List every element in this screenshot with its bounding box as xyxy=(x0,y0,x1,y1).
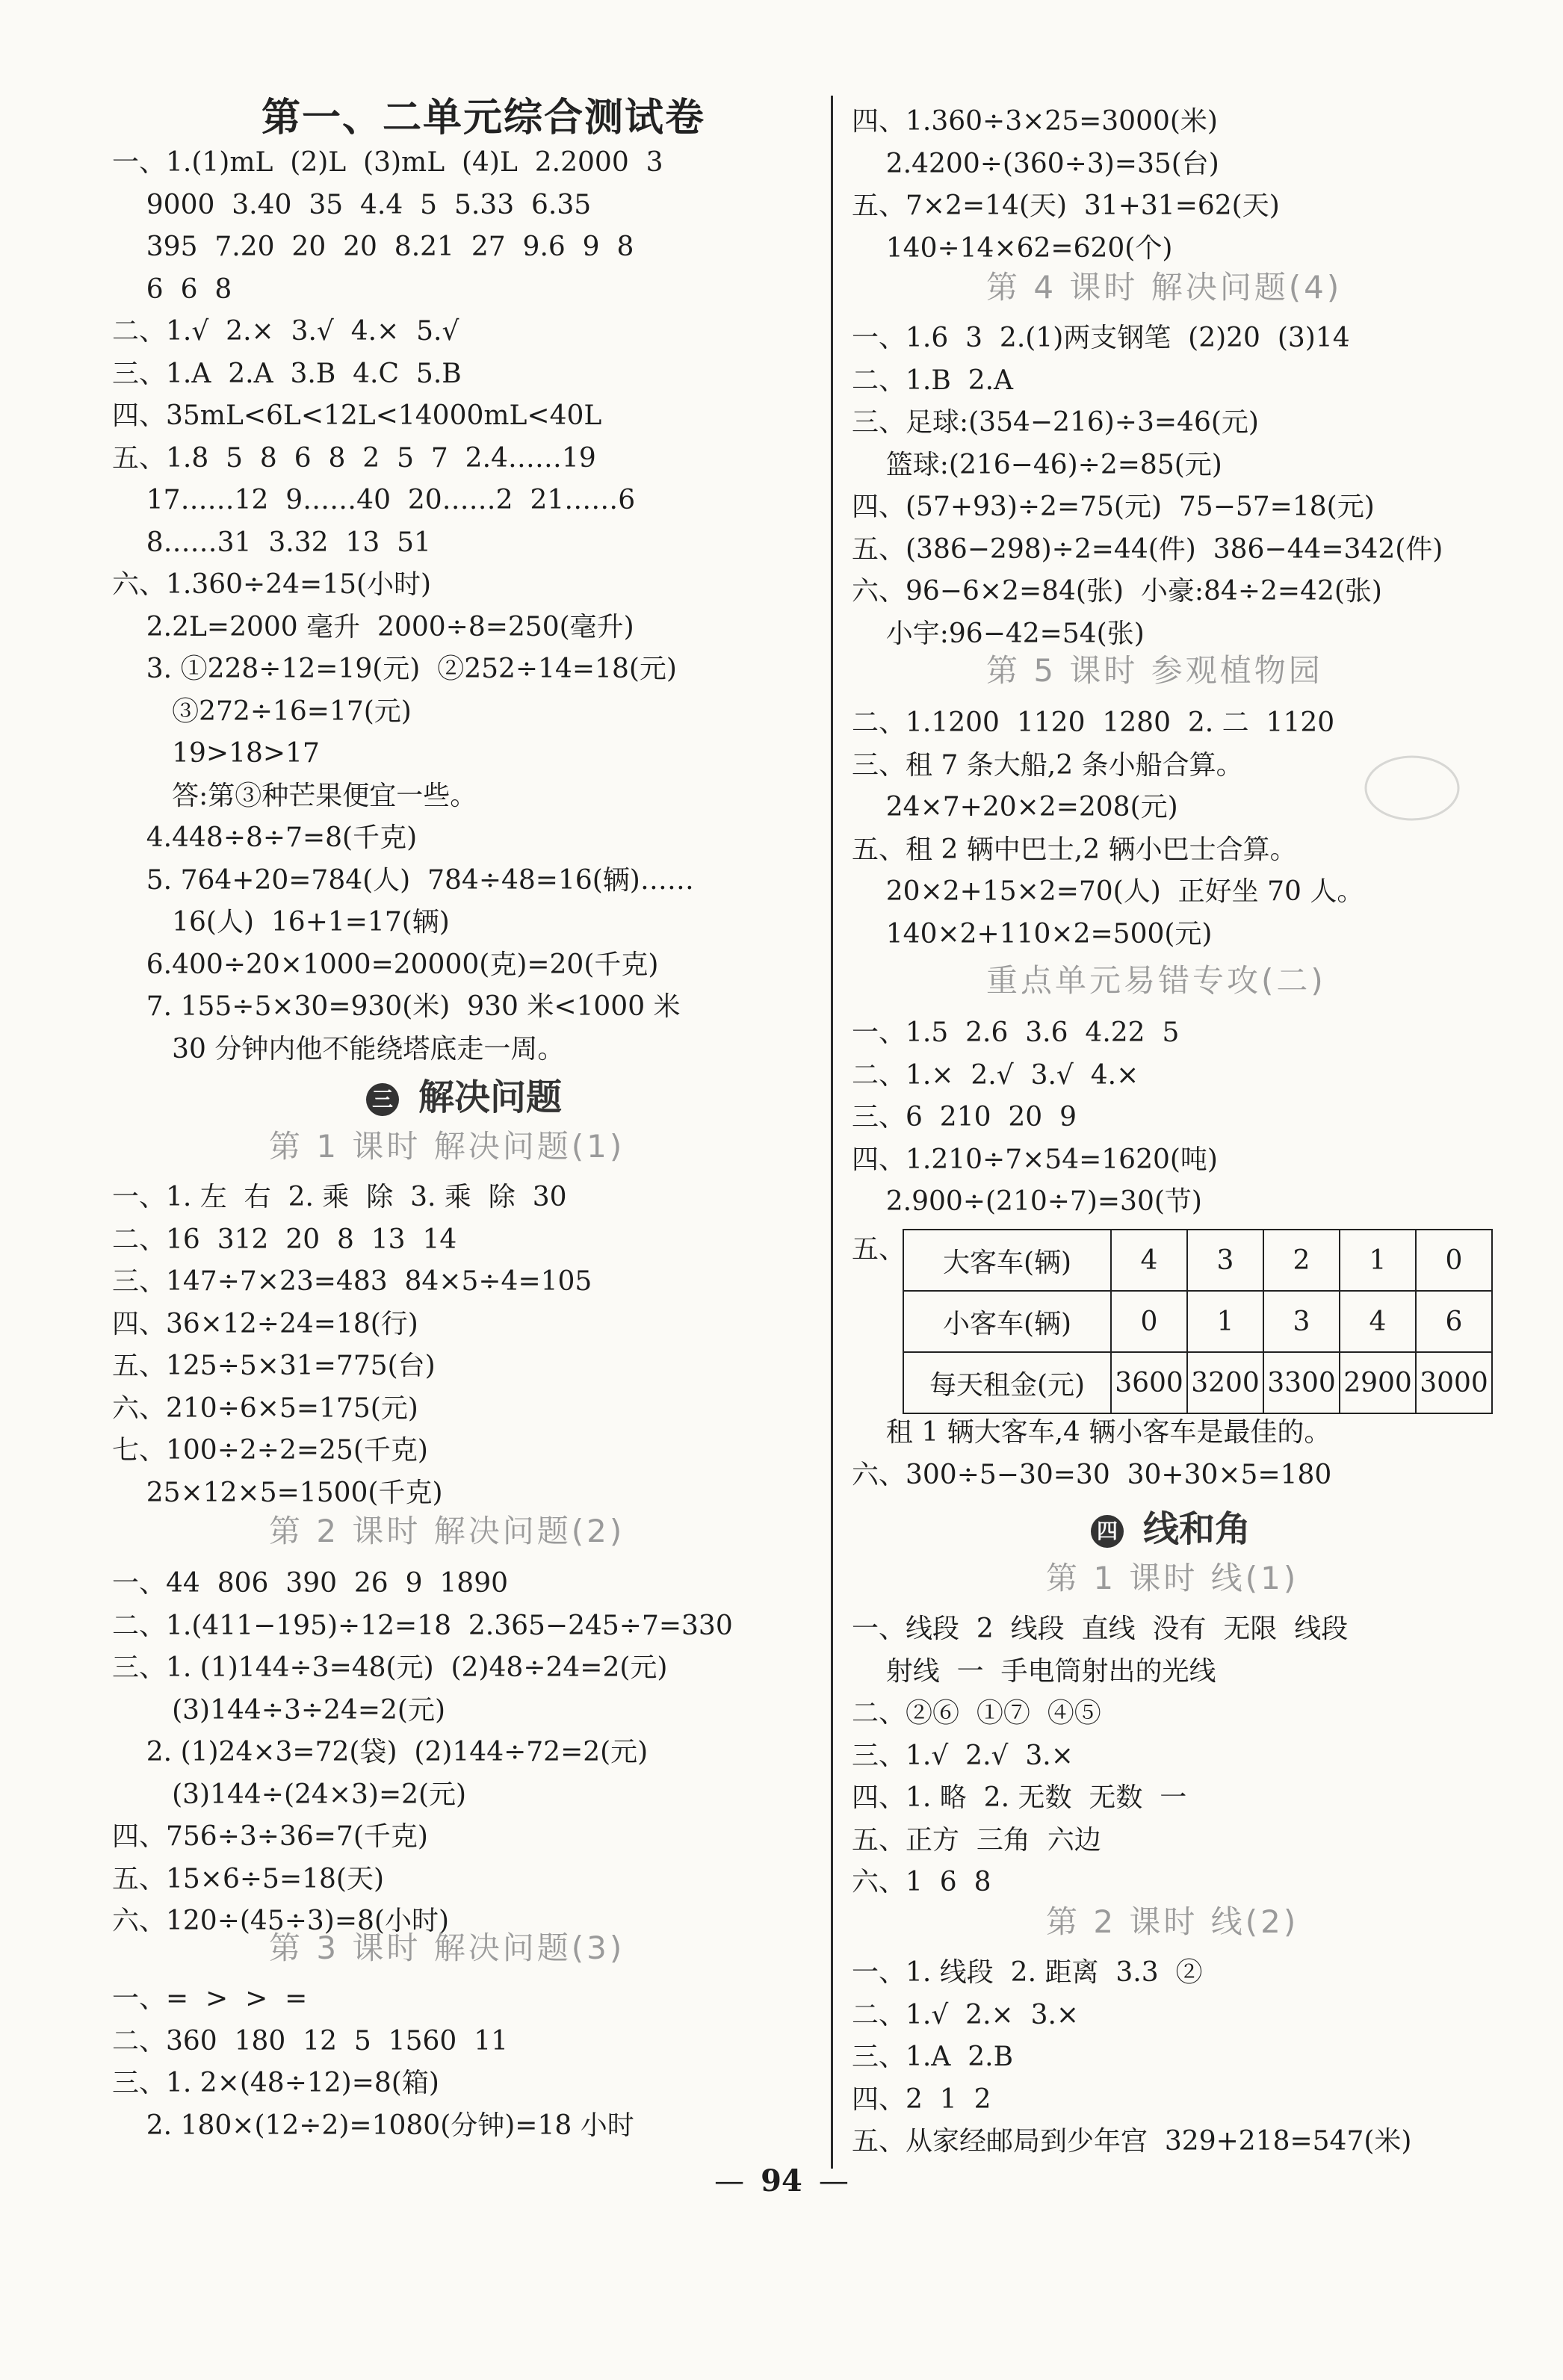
answer-line: 140×2+110×2=500(元) xyxy=(852,918,1213,949)
answer-line: (3)144÷3÷24=2(元) xyxy=(112,1694,446,1726)
answer-line: 24×7+20×2=208(元) xyxy=(852,792,1178,822)
lesson-heading: 第 1 课时 线(1) xyxy=(1046,1560,1299,1596)
row-header-cell: 小客车(辆) xyxy=(903,1291,1111,1352)
answer-line: 四、1.360÷3×25=3000(米) xyxy=(852,106,1218,137)
answer-line: 二、1.× 2.√ 3.√ 4.× xyxy=(852,1059,1139,1091)
answer-line: 四、(57+93)÷2=75(元) 75−57=18(元) xyxy=(852,492,1375,522)
answer-line: 六、120÷(45÷3)=8(小时) xyxy=(112,1906,450,1936)
answer-line: 五、从家经邮局到少年宫 329+218=547(米) xyxy=(852,2126,1412,2157)
answer-line: 六、300÷5−30=30 30+30×5=180 xyxy=(852,1459,1332,1490)
table-cell: 1 xyxy=(1340,1230,1416,1291)
table-cell: 3200 xyxy=(1187,1352,1263,1413)
answer-line: 二、1.√ 2.× 3.√ 4.× 5.√ xyxy=(112,316,459,347)
answer-line: 一、1.6 3 2.(1)两支钢笔 (2)20 (3)14 xyxy=(852,323,1350,353)
dash-right: — xyxy=(818,2164,849,2198)
answer-line: ③272÷16=17(元) xyxy=(112,695,412,727)
rental-table xyxy=(903,1229,1493,1414)
table-question-number: 五、 xyxy=(852,1234,906,1265)
answer-line: 三、1.A 2.B xyxy=(852,2042,1014,2072)
answer-line: 六、1.360÷24=15(小时) xyxy=(112,569,432,600)
answer-line: 四、756÷3÷36=7(千克) xyxy=(112,1821,428,1852)
answer-line: 小宇:96−42=54(张) xyxy=(852,618,1145,649)
answer-line: 三、1. 2×(48÷12)=8(箱) xyxy=(112,2068,439,2098)
answer-line: 2.4200÷(360÷3)=35(台) xyxy=(852,148,1219,179)
answer-line: 6 6 8 xyxy=(112,273,232,305)
dash-left: — xyxy=(714,2164,745,2198)
answer-line: 一、44 806 390 26 9 1890 xyxy=(112,1568,508,1599)
answer-line: 三、6 210 20 9 xyxy=(852,1102,1077,1132)
table-cell: 2 xyxy=(1263,1230,1340,1291)
answer-line: 19>18>17 xyxy=(112,738,320,769)
answer-line: 答:第③种芒果便宜一些。 xyxy=(112,780,477,811)
answer-line: 一、1. 左 右 2. 乘 除 3. 乘 除 30 xyxy=(112,1182,567,1212)
answer-line: 25×12×5=1500(千克) xyxy=(112,1477,443,1508)
unit-heading-4 xyxy=(1091,1500,1251,1552)
answer-line: 三、1.√ 2.√ 3.× xyxy=(852,1740,1074,1771)
answer-line: 二、1.1200 1120 1280 2. 二 1120 xyxy=(852,707,1335,738)
answer-line: 7. 155÷5×30=930(米) 930 米<1000 米 xyxy=(112,991,681,1022)
answer-line: 三、足球:(354−216)÷3=46(元) xyxy=(852,407,1259,438)
answer-line: 一、= > > = xyxy=(112,1983,308,2014)
unit-title: 线和角 xyxy=(1143,1508,1251,1550)
answer-line: 四、1. 略 2. 无数 无数 一 xyxy=(852,1782,1187,1813)
answer-line: 20×2+15×2=70(人) 正好坐 70 人。 xyxy=(852,876,1364,907)
answer-line: 六、96−6×2=84(张) 小豪:84÷2=42(张) xyxy=(852,576,1382,607)
answer-line: 五、(386−298)÷2=44(件) 386−44=342(件) xyxy=(852,533,1443,565)
answer-line: 二、360 180 12 5 1560 11 xyxy=(112,2025,508,2057)
answer-line: 三、1. (1)144÷3=48(元) (2)48÷24=2(元) xyxy=(112,1652,668,1683)
answer-line: 五、正方 三角 六边 xyxy=(852,1824,1101,1856)
lesson-heading: 第 5 课时 参观植物园 xyxy=(986,652,1323,689)
answer-line: 30 分钟内他不能绕塔底走一周。 xyxy=(112,1033,565,1065)
answer-line: 五、7×2=14(天) 31+31=62(天) xyxy=(852,190,1280,221)
answer-line: 五、15×6÷5=18(天) xyxy=(112,1863,385,1894)
row-header-cell: 每天租金(元) xyxy=(903,1352,1111,1413)
lesson-heading: 第 3 课时 解决问题(3) xyxy=(269,1930,625,1966)
answer-line: 五、125÷5×31=775(台) xyxy=(112,1351,436,1381)
table-cell: 3 xyxy=(1263,1291,1340,1352)
table-cell: 3300 xyxy=(1263,1352,1340,1413)
answer-line: 6.400÷20×1000=20000(克)=20(千克) xyxy=(112,949,659,980)
answer-line: 16(人) 16+1=17(辆) xyxy=(112,907,450,938)
answer-line: 9000 3.40 35 4.4 5 5.33 6.35 xyxy=(112,189,592,220)
lesson-heading: 第 4 课时 解决问题(4) xyxy=(986,269,1343,306)
page-number xyxy=(0,2163,1563,2198)
table-cell: 3600 xyxy=(1111,1352,1187,1413)
answer-line: 四、35mL<6L<12L<14000mL<40L xyxy=(112,400,602,431)
test-paper-title: 第一、二单元综合测试卷 xyxy=(261,96,706,140)
focus-section-heading: 重点单元易错专攻(二) xyxy=(986,962,1326,999)
answer-line: 2. (1)24×3=72(袋) (2)144÷72=2(元) xyxy=(112,1737,649,1767)
answer-line: (3)144÷(24×3)=2(元) xyxy=(112,1779,467,1810)
answer-line: 四、1.210÷7×54=1620(吨) xyxy=(852,1144,1218,1175)
column-divider xyxy=(831,96,833,2169)
answer-line: 五、1.8 5 8 6 8 2 5 7 2.4……19 xyxy=(112,442,596,474)
table-cell: 0 xyxy=(1416,1230,1492,1291)
table-row xyxy=(903,1352,1492,1413)
answer-line: 三、1.A 2.A 3.B 4.C 5.B xyxy=(112,358,462,389)
table-cell: 2900 xyxy=(1340,1352,1416,1413)
answer-line: 395 7.20 20 20 8.21 27 9.6 9 8 xyxy=(112,232,634,262)
answer-line: 3. ①228÷12=19(元) ②252÷14=18(元) xyxy=(112,654,677,684)
table-row xyxy=(903,1291,1492,1352)
answer-line: 二、1.B 2.A xyxy=(852,365,1014,396)
table-cell: 4 xyxy=(1340,1291,1416,1352)
answer-line: 二、②⑥ ①⑦ ④⑤ xyxy=(852,1698,1101,1729)
answer-line: 篮球:(216−46)÷2=85(元) xyxy=(852,449,1222,480)
answer-line: 2.2L=2000 毫升 2000÷8=250(毫升) xyxy=(112,611,634,642)
answer-line: 三、租 7 条大船,2 条小船合算。 xyxy=(852,749,1243,781)
answer-line: 17……12 9……40 20……2 21……6 xyxy=(112,485,636,515)
answer-line: 5. 764+20=784(人) 784÷48=16(辆)…… xyxy=(112,864,694,896)
answer-line: 一、1.5 2.6 3.6 4.22 5 xyxy=(852,1017,1180,1048)
answer-line: 140÷14×62=620(个) xyxy=(852,232,1173,264)
unit-title: 解决问题 xyxy=(418,1076,563,1118)
unit-heading-3 xyxy=(366,1068,562,1120)
answer-line: 四、2 1 2 xyxy=(852,2083,991,2115)
lesson-heading: 第 2 课时 解决问题(2) xyxy=(269,1513,625,1549)
answer-line: 六、210÷6×5=175(元) xyxy=(112,1392,418,1424)
answer-line: 2.900÷(210÷7)=30(节) xyxy=(852,1186,1202,1217)
answer-line: 三、147÷7×23=483 84×5÷4=105 xyxy=(112,1266,592,1297)
answer-line: 一、1.(1)mL (2)L (3)mL (4)L 2.2000 3 xyxy=(112,147,663,178)
table-row xyxy=(903,1230,1492,1291)
table-cell: 4 xyxy=(1111,1230,1187,1291)
watermark-stamp xyxy=(1360,747,1464,829)
answer-line: 4.448÷8÷7=8(千克) xyxy=(112,822,418,853)
answer-line: 七、100÷2÷2=25(千克) xyxy=(112,1435,428,1466)
answer-line: 五、租 2 辆中巴士,2 辆小巴士合算。 xyxy=(852,834,1297,865)
lesson-heading: 第 1 课时 解决问题(1) xyxy=(269,1128,625,1165)
answer-line: 六、1 6 8 xyxy=(852,1867,991,1897)
row-header-cell: 大客车(辆) xyxy=(903,1230,1111,1291)
table-cell: 3 xyxy=(1187,1230,1263,1291)
answer-line: 一、1. 线段 2. 距离 3.3 ② xyxy=(852,1957,1203,1988)
page-number-value: 94 xyxy=(761,2163,802,2198)
table-cell: 1 xyxy=(1187,1291,1263,1352)
answer-line: 二、16 312 20 8 13 14 xyxy=(112,1224,457,1255)
lesson-heading: 第 2 课时 线(2) xyxy=(1046,1903,1299,1940)
table-cell: 6 xyxy=(1416,1291,1492,1352)
answer-line: 二、1.√ 2.× 3.× xyxy=(852,1999,1080,2030)
table-cell: 3000 xyxy=(1416,1352,1492,1413)
answer-line: 一、线段 2 线段 直线 没有 无限 线段 xyxy=(852,1614,1349,1644)
answer-line: 8……31 3.32 13 51 xyxy=(112,527,431,558)
answer-line: 二、1.(411−195)÷12=18 2.365−245÷7=330 xyxy=(112,1610,733,1641)
table-cell: 0 xyxy=(1111,1291,1187,1352)
unit-number-badge: 四 xyxy=(1091,1515,1124,1548)
answer-line: 2. 180×(12÷2)=1080(分钟)=18 小时 xyxy=(112,2110,634,2141)
answer-line: 四、36×12÷24=18(行) xyxy=(112,1308,418,1339)
unit-number-badge: 三 xyxy=(366,1083,399,1116)
answer-line: 射线 一 手电筒射出的光线 xyxy=(852,1655,1216,1687)
answer-line: 租 1 辆大客车,4 辆小客车是最佳的。 xyxy=(852,1417,1331,1448)
